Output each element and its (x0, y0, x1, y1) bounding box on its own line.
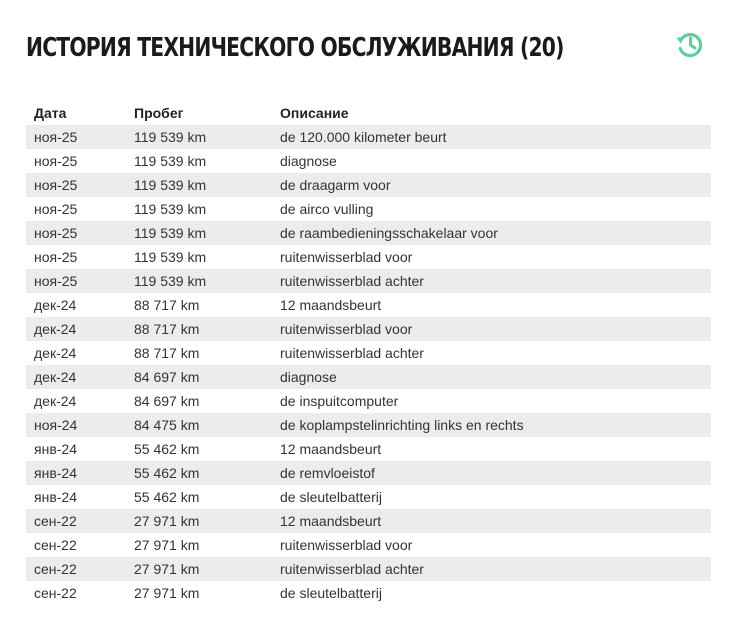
cell-mileage: 88 717 km (134, 297, 200, 313)
table-row (26, 125, 711, 149)
cell-mileage: 84 697 km (134, 393, 200, 409)
column-header-description: Описание (280, 105, 349, 121)
cell-date: дек-24 (34, 321, 77, 337)
cell-date: ноя-25 (34, 201, 78, 217)
cell-description: de airco vulling (280, 201, 374, 217)
cell-description: 12 maandsbeurt (280, 513, 382, 529)
cell-mileage: 119 539 km (134, 129, 207, 145)
table-row (26, 269, 711, 293)
cell-date: ноя-25 (34, 225, 78, 241)
cell-mileage: 27 971 km (134, 561, 200, 577)
table-row (26, 581, 711, 605)
cell-date: дек-24 (34, 369, 77, 385)
table-row (26, 557, 711, 581)
cell-mileage: 55 462 km (134, 441, 200, 457)
table-row (26, 197, 711, 221)
cell-description: de raambedieningsschakelaar voor (280, 225, 498, 241)
cell-date: ноя-24 (34, 417, 78, 433)
cell-mileage: 119 539 km (134, 225, 207, 241)
table-row (26, 221, 711, 245)
cell-mileage: 119 539 km (134, 177, 207, 193)
cell-mileage: 27 971 km (134, 537, 200, 553)
cell-date: ноя-25 (34, 249, 78, 265)
cell-description: ruitenwisserblad voor (280, 249, 413, 265)
cell-description: de draagarm voor (280, 177, 391, 193)
cell-date: дек-24 (34, 393, 77, 409)
table-row (26, 437, 711, 461)
cell-mileage: 27 971 km (134, 585, 200, 601)
cell-date: ноя-25 (34, 153, 78, 169)
page-title: ИСТОРИЯ ТЕХНИЧЕСКОГО ОБСЛУЖИВАНИЯ (20) (26, 33, 564, 63)
cell-mileage: 84 475 km (134, 417, 200, 433)
table-body (26, 125, 711, 605)
column-header-date: Дата (34, 105, 67, 121)
cell-description: ruitenwisserblad achter (280, 273, 424, 289)
cell-mileage: 119 539 km (134, 153, 207, 169)
table-row (26, 149, 711, 173)
cell-date: янв-24 (34, 465, 77, 481)
column-header-mileage: Пробег (134, 105, 184, 121)
cell-date: ноя-25 (34, 129, 78, 145)
cell-mileage: 119 539 km (134, 201, 207, 217)
cell-mileage: 55 462 km (134, 489, 200, 505)
cell-description: de inspuitcomputer (280, 393, 399, 409)
cell-date: ноя-25 (34, 273, 78, 289)
cell-description: de koplampstelinrichting links en rechts (280, 417, 524, 433)
cell-date: дек-24 (34, 345, 77, 361)
table-row (26, 509, 711, 533)
cell-description: ruitenwisserblad voor (280, 321, 413, 337)
table-row (26, 245, 711, 269)
cell-description: diagnose (280, 369, 337, 385)
cell-description: de sleutelbatterij (280, 489, 382, 505)
cell-description: de 120.000 kilometer beurt (280, 129, 447, 145)
cell-mileage: 88 717 km (134, 321, 200, 337)
cell-mileage: 55 462 km (134, 465, 200, 481)
table-header-row (26, 101, 711, 125)
cell-mileage: 119 539 km (134, 273, 207, 289)
table-row (26, 413, 711, 437)
table-row (26, 173, 711, 197)
cell-date: сен-22 (34, 537, 77, 553)
cell-date: сен-22 (34, 513, 77, 529)
table-row (26, 365, 711, 389)
cell-date: сен-22 (34, 561, 77, 577)
table-row (26, 533, 711, 557)
table-row (26, 389, 711, 413)
cell-description: ruitenwisserblad achter (280, 345, 424, 361)
cell-mileage: 84 697 km (134, 369, 200, 385)
cell-mileage: 119 539 km (134, 249, 207, 265)
table-row (26, 293, 711, 317)
maintenance-history-table (26, 101, 711, 605)
history-button[interactable] (674, 28, 706, 60)
cell-date: ноя-25 (34, 177, 78, 193)
cell-date: дек-24 (34, 297, 77, 313)
cell-mileage: 27 971 km (134, 513, 200, 529)
table-row (26, 485, 711, 509)
cell-mileage: 88 717 km (134, 345, 200, 361)
cell-description: de remvloeistof (280, 465, 375, 481)
page-header (26, 28, 716, 72)
cell-description: diagnose (280, 153, 337, 169)
cell-date: янв-24 (34, 489, 77, 505)
cell-description: ruitenwisserblad achter (280, 561, 424, 577)
table-row (26, 341, 711, 365)
table-row (26, 317, 711, 341)
cell-description: 12 maandsbeurt (280, 297, 382, 313)
cell-description: 12 maandsbeurt (280, 441, 382, 457)
cell-description: de sleutelbatterij (280, 585, 382, 601)
table-row (26, 461, 711, 485)
cell-description: ruitenwisserblad voor (280, 537, 413, 553)
history-clock-icon (674, 28, 706, 60)
cell-date: сен-22 (34, 585, 77, 601)
cell-date: янв-24 (34, 441, 77, 457)
